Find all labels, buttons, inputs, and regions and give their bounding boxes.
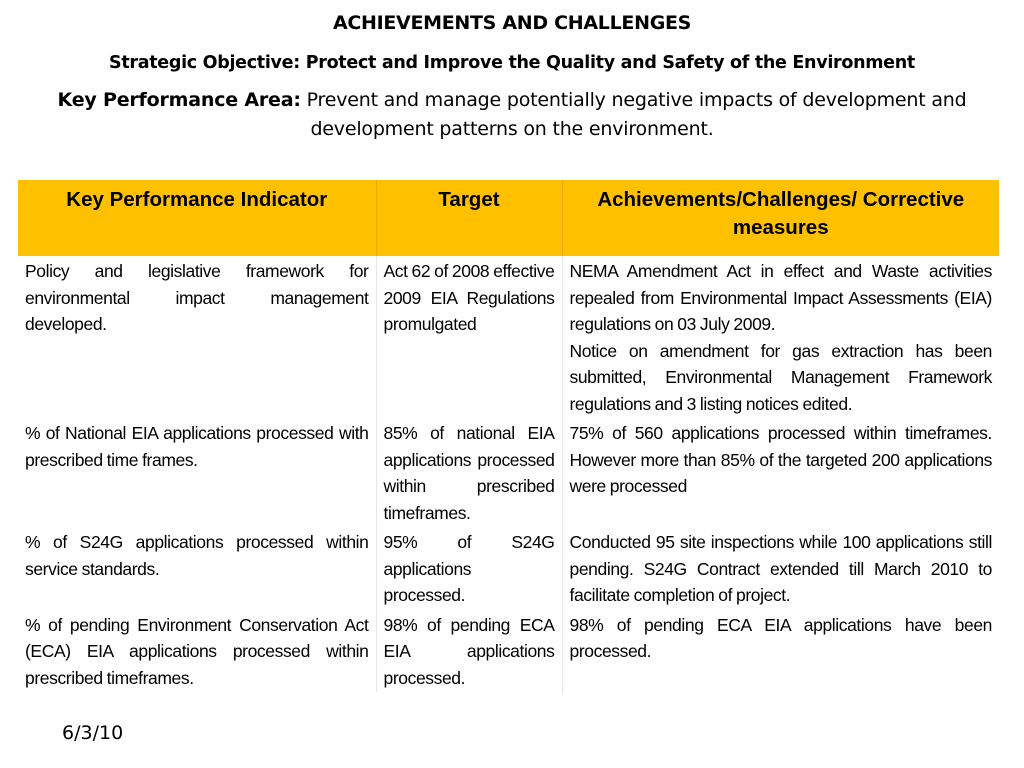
cell-target [376,610,562,693]
target-line: Act 62 of 2008 effective [383,261,555,281]
key-performance-area [10,86,1014,144]
cell-indicator: Policy and legislative framework for environmental impact management developed. [18,256,376,418]
cell-target [376,418,562,527]
page-title: ACHIEVEMENTS AND CHALLENGES [332,12,692,34]
header-target: Target [376,180,562,256]
strategic-objective: Strategic Objective: Protect and Improve the Quality and Safety of the Environment [109,53,915,73]
table-row [18,418,999,527]
table-row [18,610,999,693]
cell-achievements [562,418,999,527]
cell-indicator: % of National EIA applications processed with prescribed time frames. [18,418,376,527]
achievement-line: 75% of 560 applications processed within timeframes. However more than 85% of the targeted 200 applications were processed [569,423,992,496]
cell-achievements [562,610,999,693]
header-indicator: Key Performance Indicator [18,180,376,256]
target-line: 85% of national EIA applications processed within prescribed timeframes. [383,423,555,523]
target-line: 98% of pending ECA EIA applications processed. [383,614,555,688]
kpi-table [18,180,999,692]
slide-date: 6/3/10 [62,722,124,744]
table-row [18,256,999,418]
cell-achievements [562,527,999,610]
cell-achievements [562,256,999,418]
cell-target [376,256,562,418]
cell-target [376,527,562,610]
achievement-line: 98% of pending ECA EIA applications have been processed. [569,614,992,661]
cell-indicator: % of pending Environment Conservation Act (ECA) EIA applications processed within prescribed timeframes. [18,610,376,693]
header-achievements: Achievements/Challenges/ Corrective measures [562,180,999,256]
achievement-line: NEMA Amendment Act in effect and Waste activities repealed from Environmental Impact Assessments (EIA) regulations on 03 July 2009. [569,261,992,334]
achievement-line: Notice on amendment for gas extraction has been submitted, Environmental Management Framework regulations and 3 listing notices edited. [569,340,992,414]
cell-indicator: % of S24G applications processed within service standards. [18,527,376,610]
kpa-text: Prevent and manage potentially negative impacts of development and development patterns on the environment. [300,89,967,140]
table-row [18,527,999,610]
achievement-line: Conducted 95 site inspections while 100 applications still pending. S24G Contract extended till March 2010 to facilitate completion of project. [569,532,992,605]
table-header-row [18,180,999,256]
kpa-label: Key Performance Area: [57,89,301,111]
target-line: 2009 EIA Regulations promulgated [383,287,555,334]
target-line: 95% of S24G applications processed. [383,532,555,605]
